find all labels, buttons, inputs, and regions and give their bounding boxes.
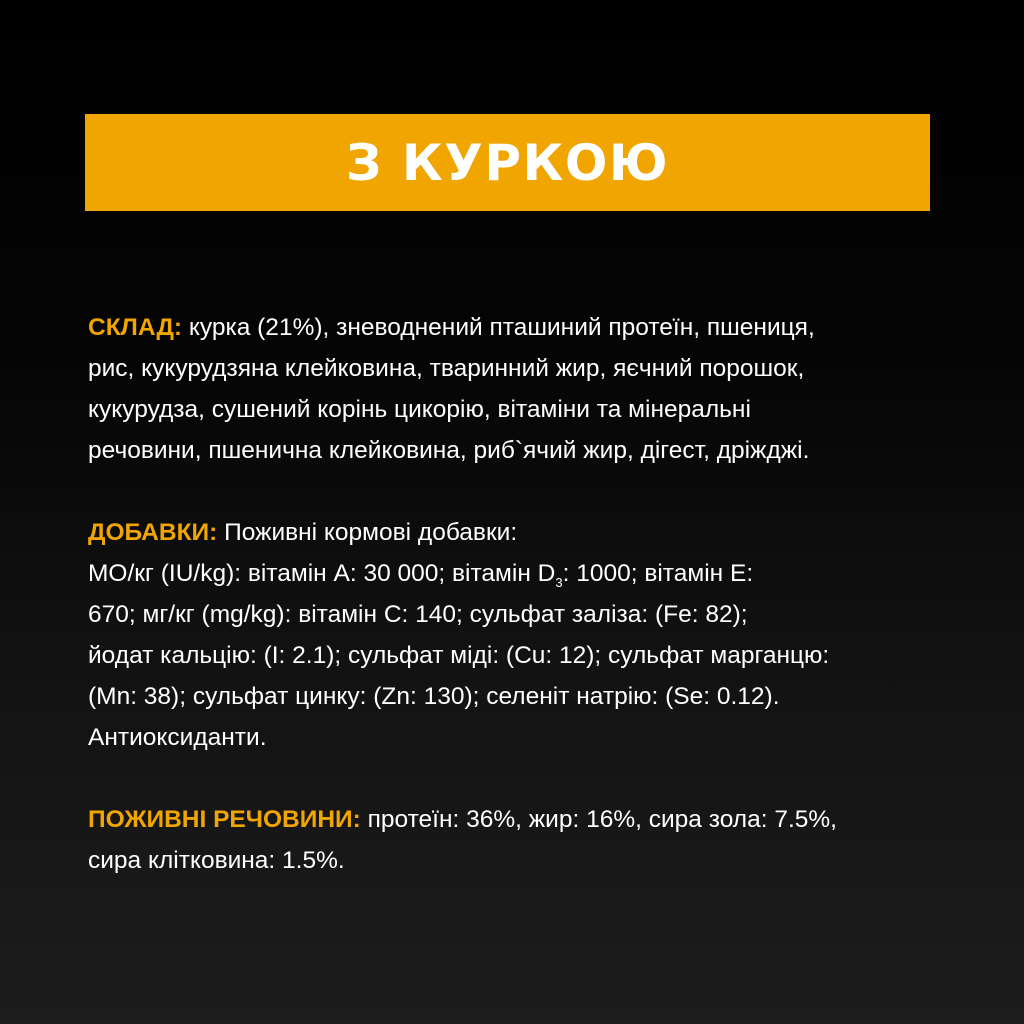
additives-line-2b: : 1000; вітамін E: [562, 560, 754, 587]
additives-line-4: йодат кальцію: (I: 2.1); сульфат міді: (Cu: 12); сульфат марганцю: [88, 642, 830, 669]
composition-line-1: курка (21%), зневоднений пташиний протеїн, пшениця, [182, 314, 815, 341]
page-title: З КУРКОЮ [345, 133, 670, 192]
nutrients-section [88, 799, 948, 881]
additives-line-3: 670; мг/кг (mg/kg): вітамін C: 140; сульфат заліза: (Fe: 82); [88, 601, 748, 628]
nutrients-line-1: протеїн: 36%, жир: 16%, сира зола: 7.5%, [360, 806, 837, 833]
nutrients-line-2: сира клітковина: 1.5%. [88, 847, 345, 874]
additives-line-1: Поживні кормові добавки: [217, 519, 518, 546]
additives-line-2a: МО/кг (IU/kg): вітамін A: 30 000; вітамін D [88, 560, 556, 587]
product-details [88, 307, 948, 881]
composition-line-4: речовини, пшенична клейковина, риб`ячий жир, дігест, дріжджі. [88, 437, 810, 464]
additives-line-6: Антиоксиданти. [88, 724, 267, 751]
composition-line-2: рис, кукурудзяна клейковина, тваринний жир, яєчний порошок, [88, 355, 805, 382]
nutrients-label: ПОЖИВНІ РЕЧОВИНИ: [88, 806, 361, 833]
composition-section [88, 307, 948, 471]
composition-line-3: кукурудза, сушений корінь цикорію, вітаміни та мінеральні [88, 396, 751, 423]
additives-label: ДОБАВКИ: [88, 519, 218, 546]
vitamin-d-subscript: 3 [555, 574, 563, 590]
composition-label: СКЛАД: [88, 314, 183, 341]
additives-section [88, 512, 948, 758]
title-banner [85, 114, 930, 211]
additives-line-5: (Mn: 38); сульфат цинку: (Zn: 130); селеніт натрію: (Se: 0.12). [88, 683, 780, 710]
